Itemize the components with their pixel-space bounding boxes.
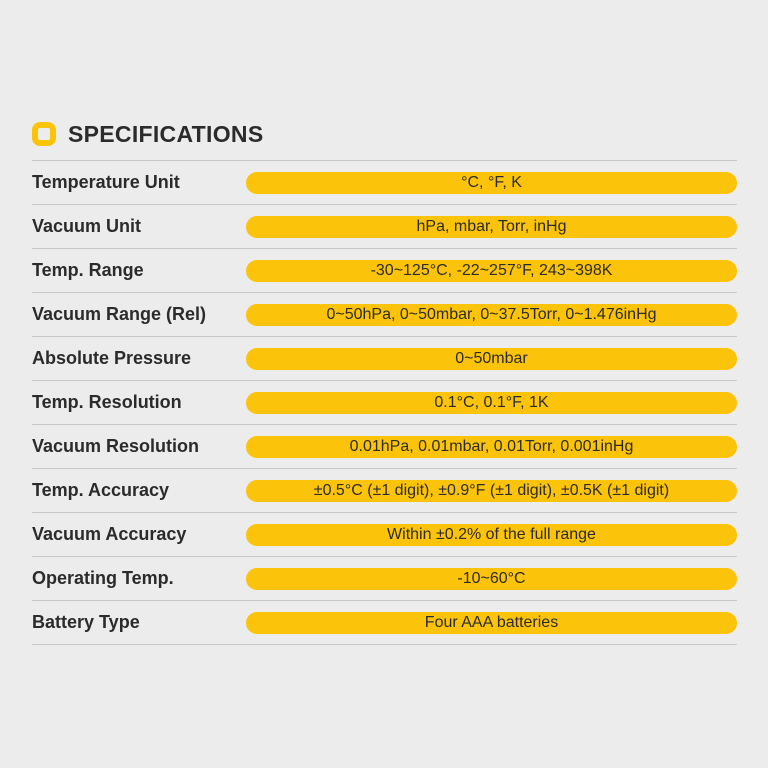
spec-value: 0~50hPa, 0~50mbar, 0~37.5Torr, 0~1.476inHg bbox=[246, 304, 737, 326]
spec-row-operating-temp bbox=[32, 557, 737, 601]
spec-label: Vacuum Unit bbox=[32, 216, 142, 236]
spec-value: °C, °F, K bbox=[246, 172, 737, 194]
spec-label: Vacuum Resolution bbox=[32, 436, 200, 456]
spec-row-temp-range bbox=[32, 249, 737, 293]
spec-value: 0.1°C, 0.1°F, 1K bbox=[246, 392, 737, 414]
spec-value: ±0.5°C (±1 digit), ±0.9°F (±1 digit), ±0.5K (±1 digit) bbox=[246, 480, 737, 502]
spec-label: Temp. Range bbox=[32, 260, 144, 280]
spec-label: Temp. Resolution bbox=[32, 392, 182, 412]
spec-row-vacuum-range bbox=[32, 293, 737, 337]
spec-row-vacuum-resolution bbox=[32, 425, 737, 469]
spec-value: Four AAA batteries bbox=[246, 612, 737, 634]
spec-label: Battery Type bbox=[32, 612, 140, 632]
page-title: SPECIFICATIONS bbox=[68, 120, 264, 147]
spec-value: hPa, mbar, Torr, inHg bbox=[246, 216, 737, 238]
spec-row-temp-accuracy bbox=[32, 469, 737, 513]
spec-row-absolute-pressure bbox=[32, 337, 737, 381]
spec-value: 0.01hPa, 0.01mbar, 0.01Torr, 0.001inHg bbox=[246, 436, 737, 458]
spec-label: Vacuum Accuracy bbox=[32, 524, 187, 544]
spec-value: Within ±0.2% of the full range bbox=[246, 524, 737, 546]
spec-label: Temp. Accuracy bbox=[32, 480, 170, 500]
spec-label: Vacuum Range (Rel) bbox=[32, 304, 207, 324]
specifications-table bbox=[32, 160, 737, 645]
spec-label: Temperature Unit bbox=[32, 172, 180, 192]
spec-value: 0~50mbar bbox=[246, 348, 737, 370]
spec-row-vacuum-unit bbox=[32, 205, 737, 249]
ring-bullet-icon bbox=[32, 122, 56, 146]
specifications-header bbox=[32, 118, 263, 150]
spec-row-temp-resolution bbox=[32, 381, 737, 425]
spec-row-battery-type bbox=[32, 601, 737, 645]
spec-row-vacuum-accuracy bbox=[32, 513, 737, 557]
spec-value: -30~125°C, -22~257°F, 243~398K bbox=[246, 260, 737, 282]
spec-value: -10~60°C bbox=[246, 568, 737, 590]
spec-label: Operating Temp. bbox=[32, 568, 174, 588]
spec-label: Absolute Pressure bbox=[32, 348, 192, 368]
spec-row-temperature-unit bbox=[32, 161, 737, 205]
